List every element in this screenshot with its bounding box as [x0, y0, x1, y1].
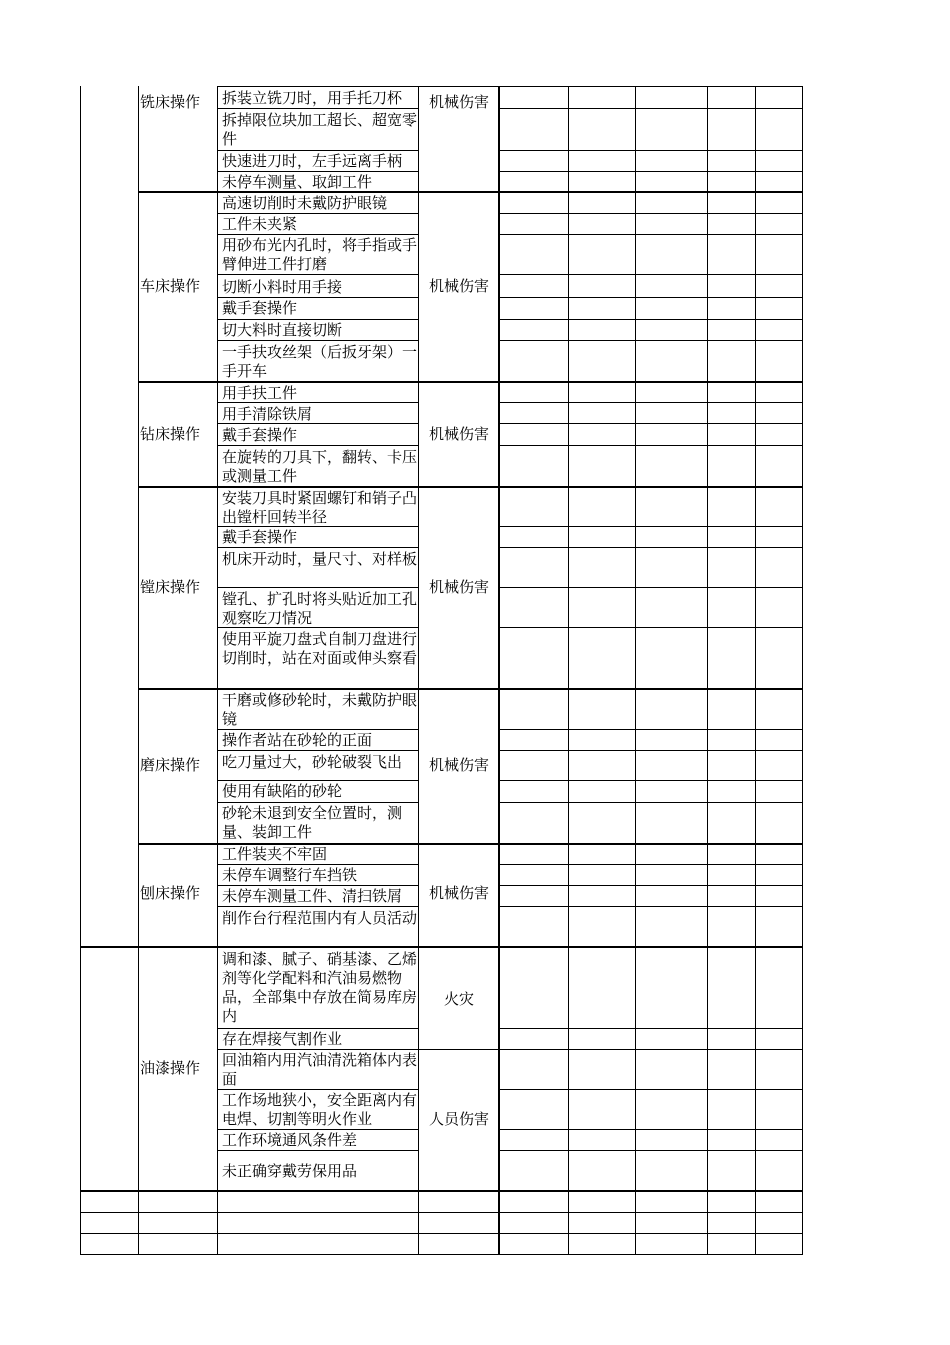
grid-line — [217, 1129, 419, 1130]
group-separator — [80, 1190, 803, 1192]
grid-line — [217, 802, 419, 803]
grid-line — [217, 340, 419, 341]
grid-line — [498, 150, 803, 151]
grid-line — [498, 547, 803, 548]
hazard-cell: 戴手套操作 — [222, 528, 298, 546]
grid-line — [217, 86, 803, 87]
grid-line — [217, 1049, 419, 1050]
grid-line — [80, 1212, 803, 1213]
hazard-cell: 未停车测量、取卸工件 — [222, 173, 373, 191]
hazard-cell: 拆装立铣刀时，用手托刀杯 — [222, 89, 403, 107]
hazard-cell: 安装刀具时紧固螺钉和销子凸出镗杆回转半径 — [222, 489, 418, 526]
grid-line — [498, 802, 803, 803]
hazard-cell: 用手扶工件 — [222, 384, 298, 402]
accident-cell: 火灾 — [443, 990, 474, 1008]
grid-line — [498, 627, 803, 628]
grid-line — [498, 885, 803, 886]
hazard-cell: 工件未夹紧 — [222, 215, 298, 233]
hazard-cell: 切大料时直接切断 — [222, 321, 343, 339]
grid-line — [217, 547, 419, 548]
hazard-cell: 切断小料时用手接 — [222, 278, 343, 296]
grid-line — [498, 1049, 803, 1050]
grid-line — [498, 587, 803, 588]
grid-line — [498, 1028, 803, 1029]
hazard-cell: 操作者站在砂轮的正面 — [222, 731, 373, 749]
grid-line — [217, 780, 419, 781]
hazard-cell: 戴手套操作 — [222, 299, 298, 317]
grid-line — [217, 750, 419, 751]
grid-line — [498, 729, 803, 730]
accident-cell: 机械伤害 — [428, 93, 489, 111]
activity-cell: 磨床操作 — [140, 756, 201, 774]
hazard-cell: 未正确穿戴劳保用品 — [222, 1162, 358, 1180]
group-separator — [80, 946, 803, 948]
grid-line — [217, 864, 419, 865]
group-separator — [138, 486, 803, 488]
hazard-cell: 未停车测量工件、清扫铁屑 — [222, 887, 403, 905]
grid-line — [80, 1254, 803, 1255]
grid-line — [217, 1089, 419, 1090]
grid-line — [498, 906, 803, 907]
grid-line — [217, 906, 419, 907]
grid-line — [217, 445, 419, 446]
hazard-cell: 使用有缺陷的砂轮 — [222, 782, 343, 800]
activity-cell: 铣床操作 — [140, 93, 201, 111]
grid-line — [217, 108, 419, 109]
accident-cell: 机械伤害 — [428, 277, 489, 295]
grid-line — [217, 274, 419, 275]
grid-line — [80, 86, 81, 1254]
grid-line — [498, 526, 803, 527]
grid-line — [217, 729, 419, 730]
accident-cell: 机械伤害 — [428, 425, 489, 443]
grid-line — [498, 234, 803, 235]
grid-line — [568, 86, 569, 1254]
hazard-cell: 在旋转的刀具下，翻转、卡压或测量工件 — [222, 448, 418, 485]
grid-line — [498, 402, 803, 403]
grid-line — [498, 86, 500, 1254]
grid-line — [498, 445, 803, 446]
activity-cell: 刨床操作 — [140, 884, 201, 902]
accident-cell: 机械伤害 — [428, 578, 489, 596]
hazard-cell: 使用平旋刀盘式自制刀盘进行切削时，站在对面或伸头察看 — [222, 630, 418, 667]
grid-line — [498, 213, 803, 214]
hazard-cell: 用手清除铁屑 — [222, 405, 313, 423]
grid-line — [498, 274, 803, 275]
grid-line — [217, 1150, 419, 1151]
accident-cell: 机械伤害 — [428, 884, 489, 902]
grid-line — [418, 1049, 499, 1050]
group-separator — [138, 381, 803, 383]
hazard-cell: 削作台行程范围内有人员活动 — [222, 909, 418, 927]
grid-line — [217, 1028, 419, 1029]
hazard-cell: 调和漆、腻子、硝基漆、乙烯剂等化学配料和汽油易燃物品，全部集中存放在简易库房内 — [222, 950, 418, 1025]
grid-line — [635, 86, 636, 1254]
hazard-cell: 快速进刀时，左手远离手柄 — [222, 152, 403, 170]
hazard-cell: 工件装夹不牢固 — [222, 845, 328, 863]
grid-line — [802, 86, 803, 1254]
hazard-cell: 高速切削时未戴防护眼镜 — [222, 194, 388, 212]
grid-line — [217, 297, 419, 298]
grid-line — [498, 1150, 803, 1151]
hazard-cell: 吃刀量过大，砂轮破裂飞出 — [222, 753, 403, 771]
grid-line — [498, 297, 803, 298]
grid-line — [217, 234, 419, 235]
hazard-cell: 镗孔、扩孔时将头贴近加工孔观察吃刀情况 — [222, 590, 418, 627]
activity-cell: 镗床操作 — [140, 578, 201, 596]
hazard-cell: 工作场地狭小，安全距离内有电焊、切割等明火作业 — [222, 1091, 418, 1128]
hazard-cell: 干磨或修砂轮时，未戴防护眼镜 — [222, 691, 418, 728]
grid-line — [498, 1089, 803, 1090]
hazard-cell: 砂轮未退到安全位置时，测量、装卸工件 — [222, 804, 403, 841]
grid-line — [217, 319, 419, 320]
grid-line — [498, 319, 803, 320]
group-separator — [138, 688, 803, 690]
hazard-cell: 存在焊接气割作业 — [222, 1030, 343, 1048]
grid-line — [498, 1129, 803, 1130]
grid-line — [707, 86, 708, 1254]
grid-line — [498, 750, 803, 751]
hazard-cell: 未停车调整行车挡铁 — [222, 866, 358, 884]
grid-line — [217, 213, 419, 214]
hazard-cell: 工作环境通风条件差 — [222, 1131, 358, 1149]
accident-cell: 机械伤害 — [428, 756, 489, 774]
accident-cell: 人员伤害 — [428, 1110, 489, 1128]
grid-line — [498, 864, 803, 865]
grid-line — [498, 340, 803, 341]
grid-line — [80, 1233, 803, 1234]
activity-cell: 油漆操作 — [140, 1059, 201, 1077]
grid-line — [217, 885, 419, 886]
grid-line — [217, 150, 419, 151]
grid-line — [498, 108, 803, 109]
hazard-cell: 一手扶攻丝架（后扳牙架）一手开车 — [222, 343, 418, 380]
grid-line — [217, 171, 419, 172]
grid-line — [498, 171, 803, 172]
hazard-cell: 拆掉限位块加工超长、超宽零件 — [222, 111, 418, 148]
hazard-cell: 用砂布光内孔时，将手指或手臂伸进工件打磨 — [222, 236, 418, 273]
grid-line — [498, 780, 803, 781]
activity-cell: 钻床操作 — [140, 425, 201, 443]
grid-line — [138, 86, 139, 1254]
hazard-cell: 机床开动时，量尺寸、对样板 — [222, 550, 418, 568]
hazard-cell: 戴手套操作 — [222, 426, 298, 444]
hazard-cell: 回油箱内用汽油清洗箱体内表面 — [222, 1051, 418, 1088]
grid-line — [755, 86, 756, 1254]
activity-cell: 车床操作 — [140, 277, 201, 295]
grid-line — [498, 423, 803, 424]
